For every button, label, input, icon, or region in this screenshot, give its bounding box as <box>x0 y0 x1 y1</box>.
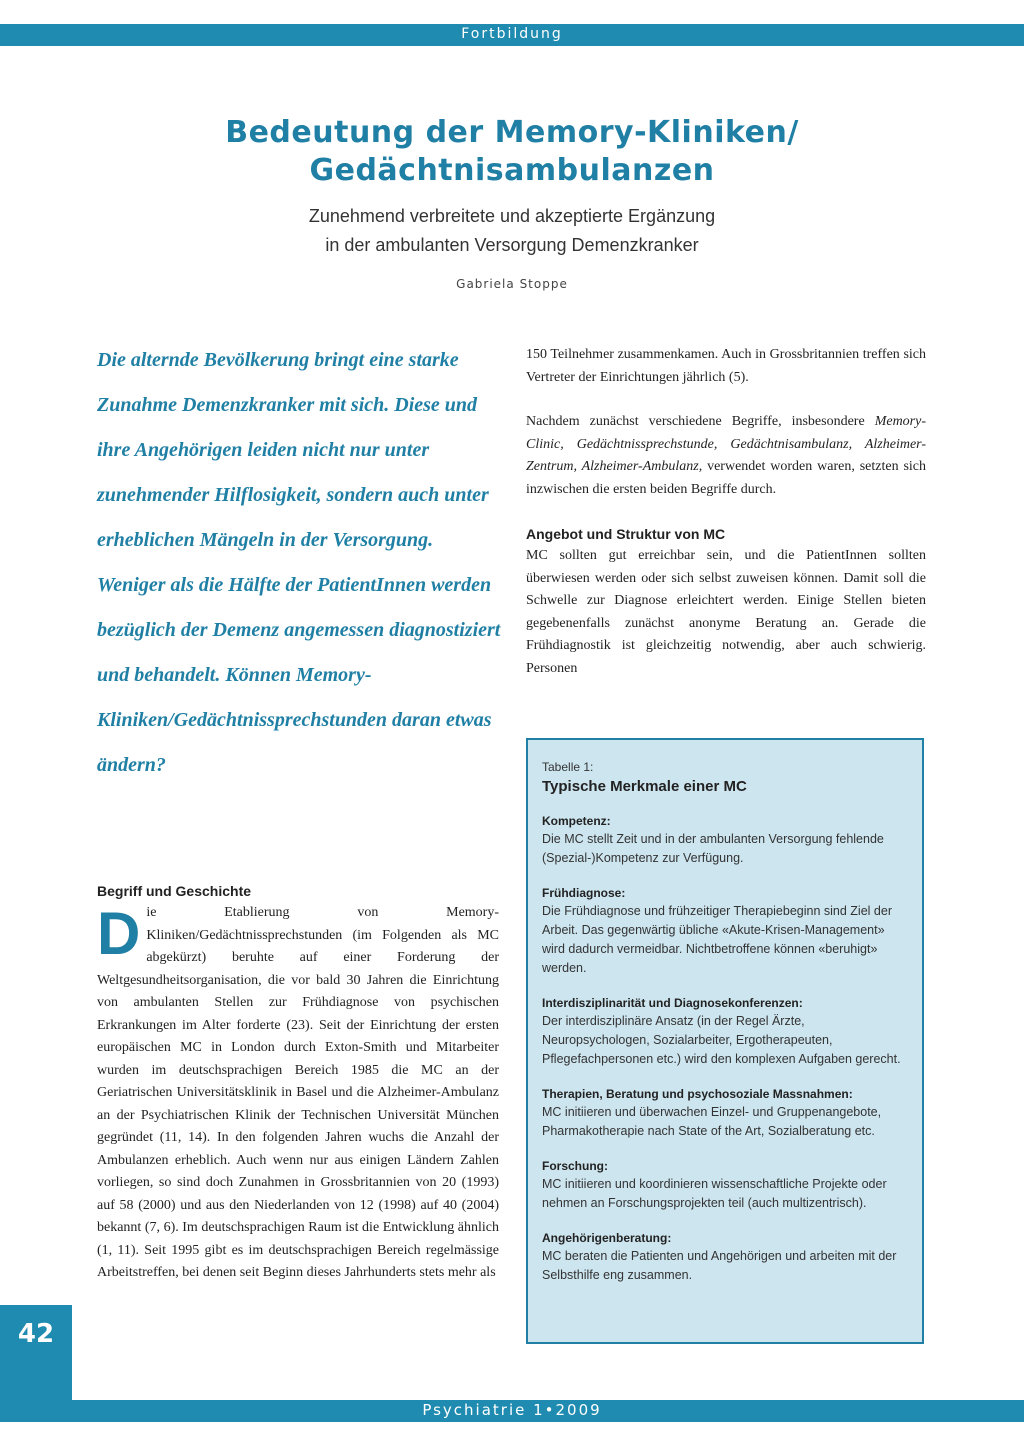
page-number-tab <box>0 1305 72 1400</box>
table-entry-title: Forschung: <box>542 1159 608 1173</box>
page-number: 42 <box>17 1319 55 1349</box>
table-entry <box>542 994 908 1069</box>
table-entry <box>542 812 908 868</box>
title-line-2: Gedächtnisambulanzen <box>309 153 715 188</box>
paragraph-offer: MC sollten gut erreichbar sein, und die PatientInnen sollten überwiesen werden oder sich selbst zuweisen können. Damit soll die Schwelle zur Diagnose erleichtert werden. Einige Stellen bieten gegebenenfalls zunächst anonyme Beratung an. Gerade die Frühdiagnostik ist gleichzeitig notwendig, aber auch schwierig. Personen <box>526 548 926 676</box>
table-box <box>526 738 924 1344</box>
paragraph-participants: 150 Teilnehmer zusammenkamen. Auch in Grossbritannien treffen sich Vertreter der Einrichtungen jährlich (5). <box>526 347 926 385</box>
table-entry <box>542 1229 908 1285</box>
table-entry-title: Interdisziplinarität und Diagnosekonferenzen: <box>542 996 803 1010</box>
section-heading-history: Begriff und Geschichte <box>97 883 252 899</box>
table-entry <box>542 1085 908 1141</box>
table-entry-text: MC beraten die Patienten und Angehörigen und arbeiten mit der Selbsthilfe eng zusammen. <box>542 1249 897 1282</box>
journal-label: Psychiatrie 1•2009 <box>422 1401 602 1419</box>
section-heading-offer: Angebot und Struktur von MC <box>526 526 726 542</box>
subtitle-line-1: Zunehmend verbreitete und akzeptierte Ergänzung <box>308 206 716 226</box>
author-name: Gabriela Stoppe <box>456 277 568 291</box>
table-entry <box>542 884 908 978</box>
table-label: Tabelle 1: <box>542 760 594 774</box>
table-entry-text: Der interdisziplinäre Ansatz (in der Regel Ärzte, Neuropsychologen, Sozialarbeiter, Ergotherapeuten, Pflegefachpersonen etc.) wird den komplexen Aufgaben gerecht. <box>542 1014 901 1066</box>
article-subtitle <box>100 202 924 260</box>
left-column <box>97 880 499 1285</box>
table-entry-text: Die MC stellt Zeit und in der ambulanten Versorgung fehlende (Spezial-)Kompetenz zur Verfügung. <box>542 832 884 865</box>
table-entry-text: MC initiieren und überwachen Einzel- und Gruppenangebote, Pharmakotherapie nach State of the Art, Sozialberatung etc. <box>542 1105 882 1138</box>
title-line-1: Bedeutung der Memory-Kliniken/ <box>225 115 799 150</box>
bottom-banner <box>0 1400 1024 1422</box>
table-entry-text: MC initiieren und koordinieren wissenschaftliche Projekte oder nehmen an Forschungsprojekten teil (auch multizentrisch). <box>542 1177 887 1210</box>
table-entry-title: Kompetenz: <box>542 814 611 828</box>
lead-paragraph: Die alternde Bevölkerung bringt eine starke Zunahme Demenzkranker mit sich. Diese und ihre Angehörigen leiden nicht nur unter zunehmender Hilflosigkeit, sondern auch unter erheblichen Mängeln in der Versorgung. Weniger als die Hälfte der PatientInnen werden bezüglich der Demenz angemessen diagnostiziert und behandelt. Können Memory-Kliniken/Gedächtnissprechstunden daran etwas ändern? <box>97 349 501 776</box>
article-title <box>100 114 924 190</box>
subtitle-line-2: in der ambulanten Versorgung Demenzkranker <box>325 235 699 255</box>
table-entry <box>542 1157 908 1213</box>
table-entry-title: Angehörigenberatung: <box>542 1231 672 1245</box>
terms-text-start: Nachdem zunächst verschiedene Begriffe, insbesondere <box>526 414 875 429</box>
drop-cap: D <box>97 900 141 967</box>
table-entry-text: Die Frühdiagnose und frühzeitiger Therapiebeginn sind Ziel der Arbeit. Das gegenwärtig übliche «Akute-Krisen-Management» wird dadurch vermeidbar. Nichtbetroffene können «beruhigt» werden. <box>542 904 892 975</box>
section-label: Fortbildung <box>461 26 563 42</box>
paragraph-terms <box>526 411 926 501</box>
table-entry-title: Frühdiagnose: <box>542 886 626 900</box>
terms-text-end: verwendet worden waren, setzten sich inzwischen die ersten beiden Begriffe durch. <box>526 459 926 497</box>
table-entry-title: Therapien, Beratung und psychosoziale Massnahmen: <box>542 1087 853 1101</box>
terms-text-italic: Memory-Clinic, Gedächtnissprechstunde, Gedächtnisambulanz, Alzheimer-Zentrum, Alzheimer-Ambulanz, <box>526 414 926 474</box>
history-paragraph: ie Etablierung von Memory-Kliniken/Gedächtnissprechstunden (im Folgenden als MC abgekürzt) beruhte auf einer Forderung der Weltgesundheitsorganisation, die vor bald 30 Jahren die Einrichtung von ambulanten Stellen zur Frühdiagnose von psychischen Erkrankungen im Alter forderte (23). Seit der Einrichtung der ersten europäischen MC in London durch Exton-Smith und Mitarbeiter wurden im deutschsprachigen Bereich 1985 die MC an der Geriatrischen Universitätsklinik in Basel und die Alzheimer-Ambulanz an der Psychiatrischen Klinik der Technischen Universität München gegründet (11, 14). In den folgenden Jahren wuchs die Anzahl der Ambulanzen erheblich. Auch wenn nur aus einigen Ländern Zahlen vorliegen, so sind doch Zunahmen in Grossbritannien von 20 (1993) auf 58 (2000) und aus den Niederlanden von 12 (1998) auf 40 (2004) bekannt (7, 6). Im deutschsprachigen Raum ist die Entwicklung ähnlich (1, 11). Seit 1995 gibt es im deutschsprachigen Bereich regelmässige Arbeitstreffen, bei denen seit Beginn dieses Jahrhunderts stets mehr als <box>97 905 499 1280</box>
table-title: Typische Merkmale einer MC <box>542 778 747 795</box>
right-column <box>526 344 926 680</box>
top-banner <box>0 24 1024 46</box>
